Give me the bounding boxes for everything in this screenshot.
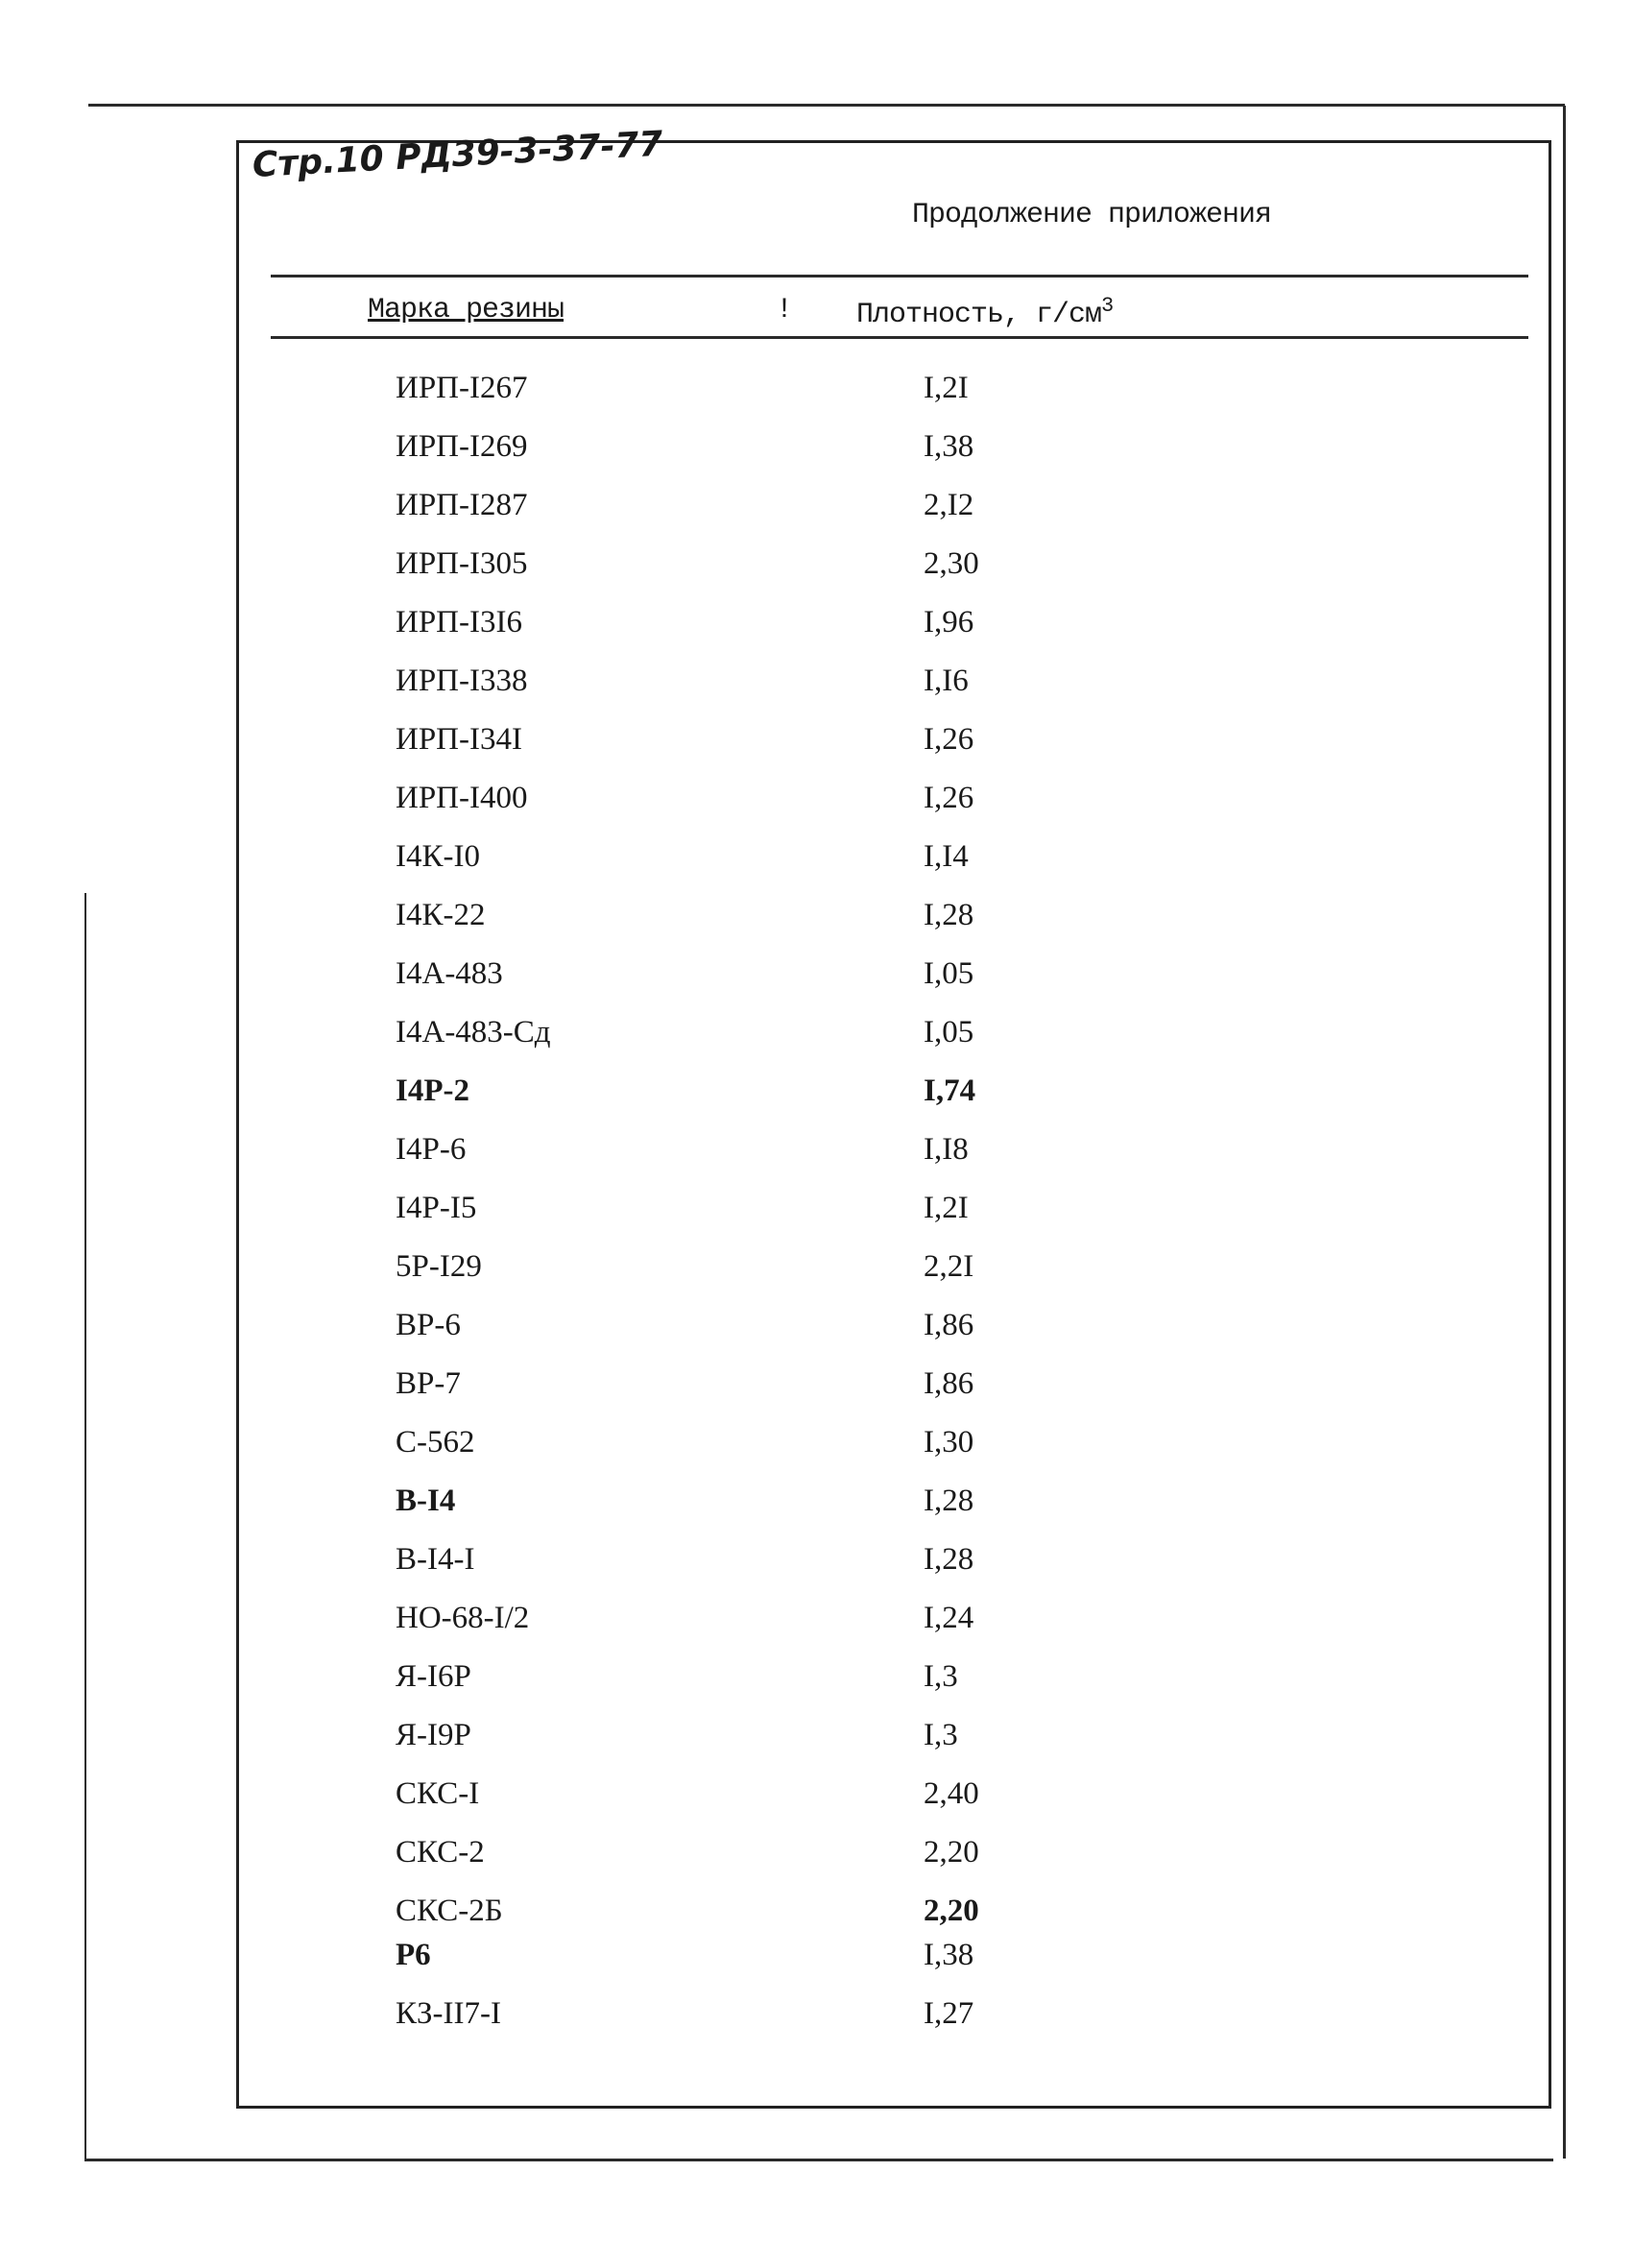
density-cell: 2,30	[924, 546, 979, 581]
grade-cell: ИРП-I269	[396, 429, 528, 464]
column-header-separator: !	[776, 294, 793, 326]
density-cell: 2,I2	[924, 488, 974, 522]
grade-cell: ВР-6	[396, 1308, 461, 1342]
table-row	[0, 371, 1633, 424]
density-cell: I,38	[924, 1938, 974, 1972]
density-cell: I,26	[924, 781, 974, 815]
table-row	[0, 898, 1633, 952]
grade-cell: I4А-483-Сд	[396, 1015, 551, 1050]
grade-cell: СКС-I	[396, 1776, 480, 1811]
density-cell: I,2I	[924, 1191, 969, 1225]
density-cell: I,26	[924, 722, 974, 757]
continuation-title: Продолжение приложения	[912, 199, 1272, 231]
table-row	[0, 664, 1633, 717]
density-cell: I,24	[924, 1601, 974, 1635]
density-cell: I,I8	[924, 1132, 969, 1167]
grade-cell: ИРП-I287	[396, 488, 528, 522]
table-row	[0, 605, 1633, 659]
density-cell: I,27	[924, 1996, 974, 2031]
table-row	[0, 1249, 1633, 1303]
table-row	[0, 839, 1633, 893]
grade-cell: НО-68-I/2	[396, 1601, 530, 1635]
density-cell: 2,20	[924, 1835, 979, 1870]
grade-cell: В-I4	[396, 1484, 456, 1518]
table-row	[0, 956, 1633, 1010]
grade-cell: СКС-2Б	[396, 1894, 503, 1928]
grade-cell: С-562	[396, 1425, 475, 1460]
grade-cell: I4Р-I5	[396, 1191, 477, 1225]
table-row	[0, 1015, 1633, 1069]
table-row	[0, 488, 1633, 542]
grade-cell: СКС-2	[396, 1835, 485, 1870]
table-row	[0, 1996, 1633, 2050]
grade-cell: КЗ-II7-I	[396, 1996, 501, 2031]
table-row	[0, 429, 1633, 483]
density-cell: I,05	[924, 1015, 974, 1050]
grade-cell: Р6	[396, 1938, 431, 1972]
density-cell: I,I6	[924, 664, 969, 698]
table-row	[0, 1074, 1633, 1127]
density-cell: I,96	[924, 605, 974, 639]
page-code: Стр.10 РД39-3-37-77	[252, 124, 664, 185]
density-cell: 2,40	[924, 1776, 979, 1811]
table-row	[0, 1425, 1633, 1479]
grade-cell: 5Р-I29	[396, 1249, 482, 1284]
table-row	[0, 1938, 1633, 1991]
table-row	[0, 1659, 1633, 1713]
density-cell: I,30	[924, 1425, 974, 1460]
table-row	[0, 1366, 1633, 1420]
table-row	[0, 1191, 1633, 1244]
density-unit-exponent: 3	[1101, 294, 1114, 318]
grade-cell: I4А-483	[396, 956, 503, 991]
grade-cell: I4Р-2	[396, 1074, 469, 1108]
density-cell: I,3	[924, 1659, 958, 1694]
table-row	[0, 1308, 1633, 1362]
density-cell: I,2I	[924, 371, 969, 405]
grade-cell: ИРП-I305	[396, 546, 528, 581]
density-cell: I,I4	[924, 839, 969, 874]
grade-cell: ИРП-I34I	[396, 722, 522, 757]
table-row	[0, 1776, 1633, 1830]
density-cell: I,86	[924, 1308, 974, 1342]
density-cell: I,28	[924, 898, 974, 932]
density-cell: 2,20	[924, 1894, 979, 1928]
column-header-grade: Марка резины	[368, 294, 564, 326]
table-row	[0, 1601, 1633, 1654]
density-cell: I,74	[924, 1074, 976, 1108]
table-row	[0, 1835, 1633, 1889]
density-cell: I,3	[924, 1718, 958, 1752]
density-cell: I,05	[924, 956, 974, 991]
density-header-label: Плотность, г/см	[856, 299, 1102, 331]
grade-cell: I4К-22	[396, 898, 486, 932]
table-row	[0, 722, 1633, 776]
density-cell: I,28	[924, 1542, 974, 1577]
table-row	[0, 1718, 1633, 1772]
table-row	[0, 1132, 1633, 1186]
grade-cell: ИРП-I338	[396, 664, 528, 698]
grade-cell: I4Р-6	[396, 1132, 467, 1167]
density-cell: 2,2I	[924, 1249, 974, 1284]
grade-cell: I4К-I0	[396, 839, 480, 874]
grade-cell: Я-I6Р	[396, 1659, 471, 1694]
table-row	[0, 781, 1633, 834]
table-row	[0, 546, 1633, 600]
grade-cell: ИРП-I400	[396, 781, 528, 815]
grade-cell: В-I4-I	[396, 1542, 475, 1577]
density-cell: I,38	[924, 429, 974, 464]
table-row	[0, 1542, 1633, 1596]
density-cell: I,28	[924, 1484, 974, 1518]
grade-cell: ВР-7	[396, 1366, 461, 1401]
grade-cell: ИРП-I3I6	[396, 605, 522, 639]
table-row	[0, 1484, 1633, 1537]
density-cell: I,86	[924, 1366, 974, 1401]
grade-cell: Я-I9Р	[396, 1718, 471, 1752]
grade-cell: ИРП-I267	[396, 371, 528, 405]
